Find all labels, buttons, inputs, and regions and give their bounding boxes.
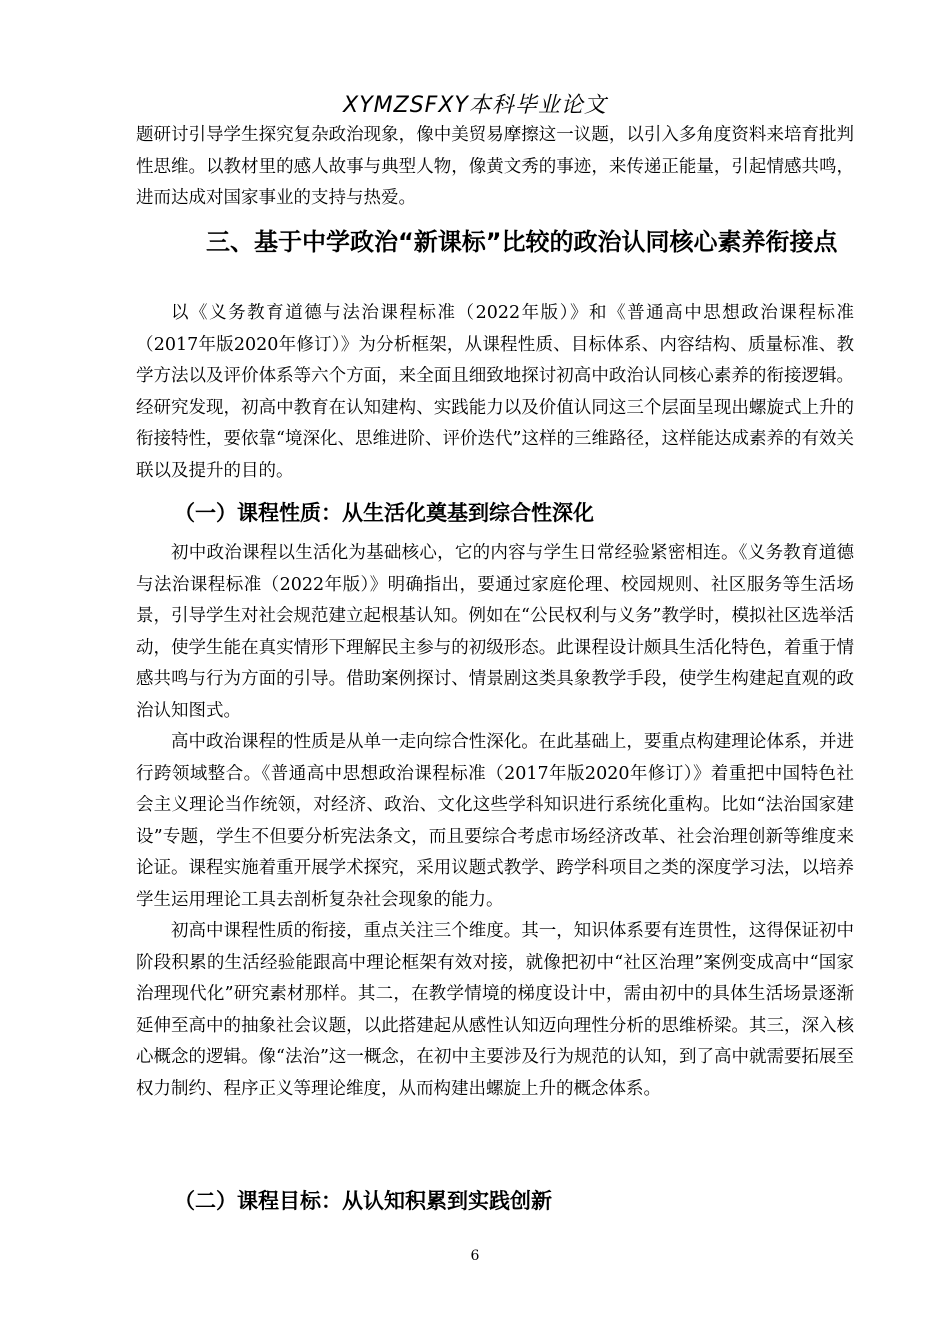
paragraph-text: 初高中课程性质的衔接，重点关注三个维度。其一，知识体系要有连贯性，这得保证初中阶段积累的生活经验能跟高中理论框架有效对接，就像把初中“社区治理”案例变成高中“国家治理现代化”研究素材那样。其二，在教学情境的梯度设计中，需由初中的具体生活场景逐渐延伸至高中的抽象社会议题，以此搭建起从感性认知迈向理性分析的思维桥梁。其三，深入核心概念的逻辑。像“法治”这一概念，在初中主要涉及行为规范的认知，到了高中就需要拓展至权力制约、程序正义等理论维度，从而构建出螺旋上升的概念体系。 — [136, 921, 854, 1099]
paragraph-text: 初中政治课程以生活化为基础核心，它的内容与学生日常经验紧密相连。《义务教育道德与法治课程标准（2022年版）》明确指出，要通过家庭伦理、校园规则、社区服务等生活场景，引导学生对社会规范建立起根基认知。例如在“公民权利与义务”教学时，模拟社区选举活动，使学生能在真实情形下理解民主参与的初级形态。此课程设计颇具生活化特色，着重于情感共鸣与行为方面的引导。借助案例探讨、情景剧这类具象教学手段，使学生构建起直观的政治认知图式。 — [136, 543, 854, 721]
subsection-heading-1: （一）课程性质：从生活化奠基到综合性深化 — [174, 501, 594, 525]
subsection-heading-2: （二）课程目标：从认知积累到实践创新 — [174, 1189, 552, 1213]
paragraph-text: 高中政治课程的性质是从单一走向综合性深化。在此基础上，要重点构建理论体系，并进行跨领域整合。《普通高中思想政治课程标准（2017年版2020年修订）》着重把中国特色社会主义理论当作统领，对经济、政治、文化这些学科知识进行系统化重构。比如“法治国家建设”专题，学生不但要分析宪法条文，而且要综合考虑市场经济改革、社会治理创新等维度来论证。课程实施着重开展学术探究，采用议题式教学、跨学科项目之类的深度学习法，以培养学生运用理论工具去剖析复杂社会现象的能力。 — [136, 732, 854, 910]
section-heading: 三、基于中学政治“新课标”比较的政治认同核心素养衔接点 — [206, 228, 838, 256]
paragraph-continuation — [136, 120, 854, 215]
page-number: 6 — [470, 1248, 480, 1264]
paragraph-intro — [136, 298, 854, 487]
paragraph-text: 以《义务教育道德与法治课程标准（2022年版）》和《普通高中思想政治课程标准（2017年版2020年修订）》为分析框架，从课程性质、目标体系、内容结构、质量标准、教学方法以及评价体系等六个方面，来全面且细致地探讨初高中政治认同核心素养的衔接逻辑。经研究发现，初高中教育在认知建构、实践能力以及价值认同这三个层面呈现出螺旋式上升的衔接特性，要依靠“境深化、思维进阶、评价迭代”这样的三维路径，这样能达成素养的有效关联以及提升的目的。 — [136, 303, 854, 481]
paragraph-group — [136, 538, 854, 1105]
running-header: XYMZSFXY本科毕业论文 — [343, 93, 607, 118]
paragraph-text: 题研讨引导学生探究复杂政治现象，像中美贸易摩擦这一议题，以引入多角度资料来培育批判性思维。以教材里的感人故事与典型人物，像黄文秀的事迹，来传递正能量，引起情感共鸣，进而达成对国家事业的支持与热爱。 — [136, 125, 854, 208]
